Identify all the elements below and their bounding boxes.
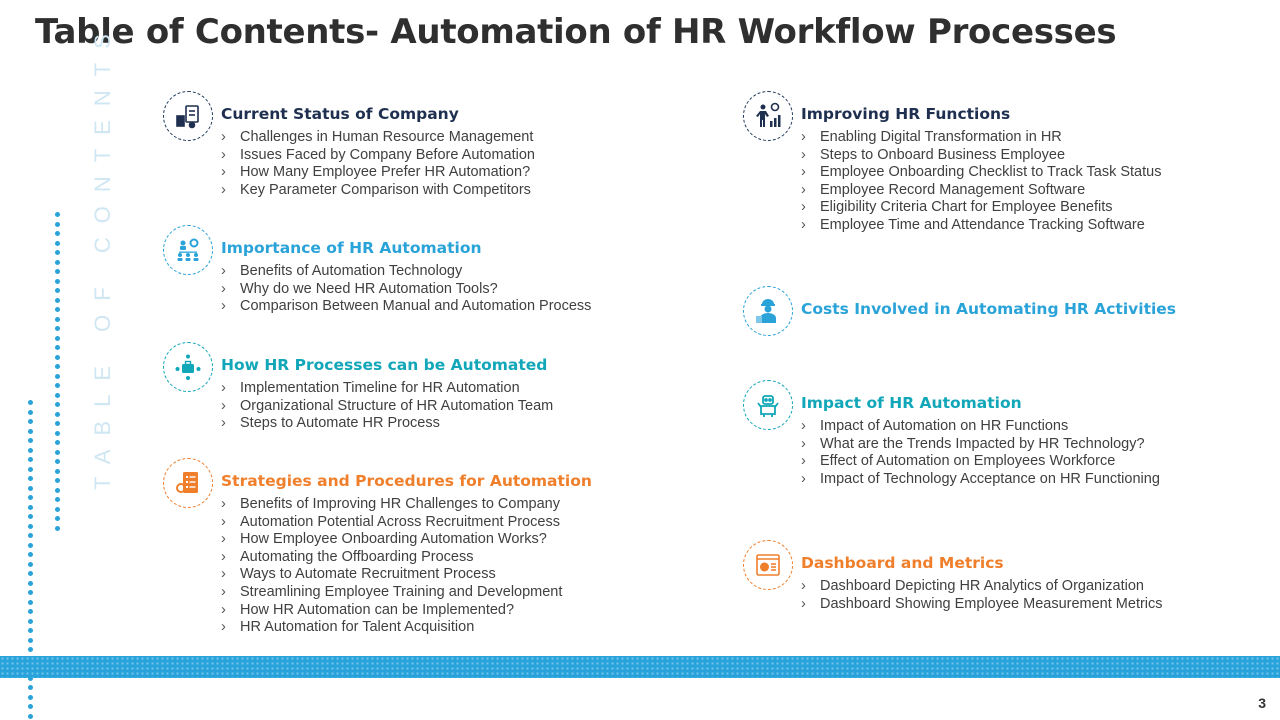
section-item-list [801, 578, 1163, 613]
list-item: › Key Parameter Comparison with Competitors [221, 181, 531, 198]
list-item: › Benefits of Improving HR Challenges to Company [221, 496, 560, 512]
section-heading: Impact of HR Automation [801, 394, 1022, 412]
list-item: › How HR Automation can be Implemented? [221, 601, 515, 618]
list-item: › Effect of Automation on Employees Workforce [801, 453, 1116, 470]
list-item: › Issues Faced by Company Before Automation [221, 146, 535, 163]
footer-stripe [0, 656, 1280, 678]
list-item: › What are the Trends Impacted by HR Technology? [801, 435, 1145, 452]
section-heading: Improving HR Functions [801, 105, 1011, 123]
checklist-gear-icon [163, 458, 213, 508]
section-heading: Importance of HR Automation [221, 239, 482, 257]
list-item: › Automating the Offboarding Process [221, 548, 474, 565]
list-item: › Implementation Timeline for HR Automation [221, 380, 520, 396]
list-item: › Impact of Automation on HR Functions [801, 418, 1069, 434]
list-item: › HR Automation for Talent Acquisition [221, 619, 475, 636]
list-item: › Dashboard Depicting HR Analytics of Organization [801, 578, 1144, 594]
dotted-line-upper [55, 212, 61, 535]
list-item: › Steps to Automate HR Process [221, 415, 440, 432]
robot-hand-icon [743, 380, 793, 430]
list-item: › Automation Potential Across Recruitment Process [221, 513, 560, 530]
section-item-list [221, 380, 553, 433]
list-item: › Comparison Between Manual and Automation Process [221, 298, 592, 315]
report-chart-icon [163, 91, 213, 141]
list-item: › Employee Record Management Software [801, 181, 1086, 198]
section-heading: Current Status of Company [221, 105, 459, 123]
list-item: › Eligibility Criteria Chart for Employee Benefits [801, 199, 1113, 216]
list-item: › How Many Employee Prefer HR Automation? [221, 164, 531, 181]
people-growth-icon [743, 91, 793, 141]
list-item: › How Employee Onboarding Automation Works? [221, 531, 547, 548]
team-gear-icon [163, 225, 213, 275]
section-heading: Strategies and Procedures for Automation [221, 472, 592, 490]
section-item-list [221, 263, 591, 316]
list-item: › Streamlining Employee Training and Development [221, 583, 563, 600]
section-heading: Dashboard and Metrics [801, 554, 1004, 572]
list-item: › Challenges in Human Resource Management [221, 129, 534, 145]
dashboard-chart-icon [743, 540, 793, 590]
list-item: › Ways to Automate Recruitment Process [221, 566, 496, 583]
section-item-list [221, 129, 535, 199]
list-item: › Dashboard Showing Employee Measurement Metrics [801, 595, 1163, 612]
section-item-list [221, 496, 562, 637]
list-item: › Steps to Onboard Business Employee [801, 146, 1066, 163]
list-item: › Employee Time and Attendance Tracking Software [801, 216, 1145, 233]
page-title: Table of Contents- Automation of HR Workflow Processes [35, 12, 1117, 52]
list-item: › Why do we Need HR Automation Tools? [221, 280, 498, 297]
list-item: › Benefits of Automation Technology [221, 263, 463, 279]
list-item: › Enabling Digital Transformation in HR [801, 129, 1062, 145]
list-item: › Organizational Structure of HR Automation Team [221, 397, 554, 414]
section-heading: How HR Processes can be Automated [221, 356, 548, 374]
briefcase-cycle-icon [163, 342, 213, 392]
list-item: › Employee Onboarding Checklist to Track Task Status [801, 164, 1162, 181]
page-number: 3 [1258, 695, 1266, 711]
section-item-list [801, 418, 1160, 488]
worker-money-icon [743, 286, 793, 336]
side-label: TABLE OF CONTENTS [90, 20, 115, 490]
section-item-list [801, 129, 1161, 235]
section-heading: Costs Involved in Automating HR Activities [801, 300, 1177, 318]
list-item: › Impact of Technology Acceptance on HR Functioning [801, 470, 1160, 487]
